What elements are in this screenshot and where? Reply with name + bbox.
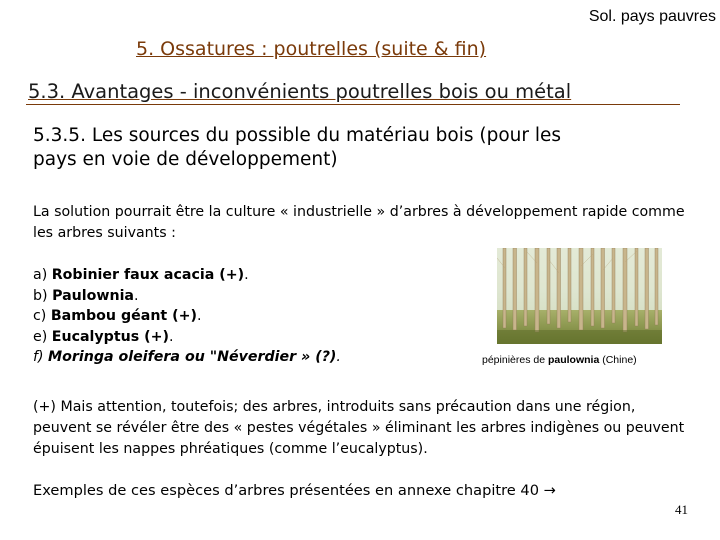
list-item-prefix: f) [33, 349, 49, 365]
list-item-name: Bambou géant (+) [50, 308, 198, 324]
list-item-suffix: . [168, 328, 174, 345]
list-item-name: Robinier faux acacia (+) [51, 267, 245, 283]
subtitle-underline [26, 104, 680, 105]
list-item-suffix: . [336, 349, 341, 365]
list-item-prefix: b) [33, 287, 53, 304]
annex-reference: Exemples de ces espèces d’arbres présentées en annexe chapitre 40 → [33, 482, 556, 499]
list-item [33, 347, 341, 368]
list-item [33, 286, 341, 307]
list-item-suffix: . [244, 267, 249, 283]
list-item-suffix: . [134, 287, 139, 304]
warning-paragraph: (+) Mais attention, toutefois; des arbres, introduits sans précaution dans une région, peuvent se révéler être des « pestes végétales » éliminant les arbres indigènes ou peuvent épuisent les nappes phréatiques (comme l’eucalyptus). [33, 399, 685, 457]
list-item [33, 327, 341, 348]
list-item-name: Paulownia [52, 287, 135, 304]
slide-subtitle: 5.3. Avantages - inconvénients poutrelles bois ou métal [28, 80, 572, 103]
list-item-name: Eucalyptus (+) [51, 328, 169, 345]
list-item-prefix: a) [33, 267, 52, 283]
tree-list [33, 265, 341, 368]
list-item-prefix: e) [33, 328, 52, 345]
photo-caption [482, 354, 637, 366]
list-item-suffix: . [197, 308, 202, 324]
section-heading: 5.3.5. Les sources du possible du matériau bois (pour les pays en voie de développement) [33, 125, 562, 170]
photo-caption-species: paulownia [547, 354, 600, 366]
list-item-prefix: c) [33, 308, 51, 324]
photo-caption-location: (Chine) [599, 354, 637, 366]
list-item [33, 306, 341, 327]
corner-label: Sol. pays pauvres [588, 8, 716, 25]
list-item-name: Moringa oleifera ou "Néverdier » (?) [48, 349, 337, 365]
intro-paragraph: La solution pourrait être la culture « industrielle » d’arbres à développement rapide comme les arbres suivants : [33, 204, 685, 241]
page-number: 41 [675, 502, 688, 517]
photo-caption-text: pépinières de [482, 354, 548, 366]
paulownia-nursery-image [497, 248, 662, 344]
slide-title: 5. Ossatures : poutrelles (suite & fin) [136, 38, 487, 60]
list-item [33, 265, 341, 286]
paulownia-nursery-photo [497, 248, 662, 344]
